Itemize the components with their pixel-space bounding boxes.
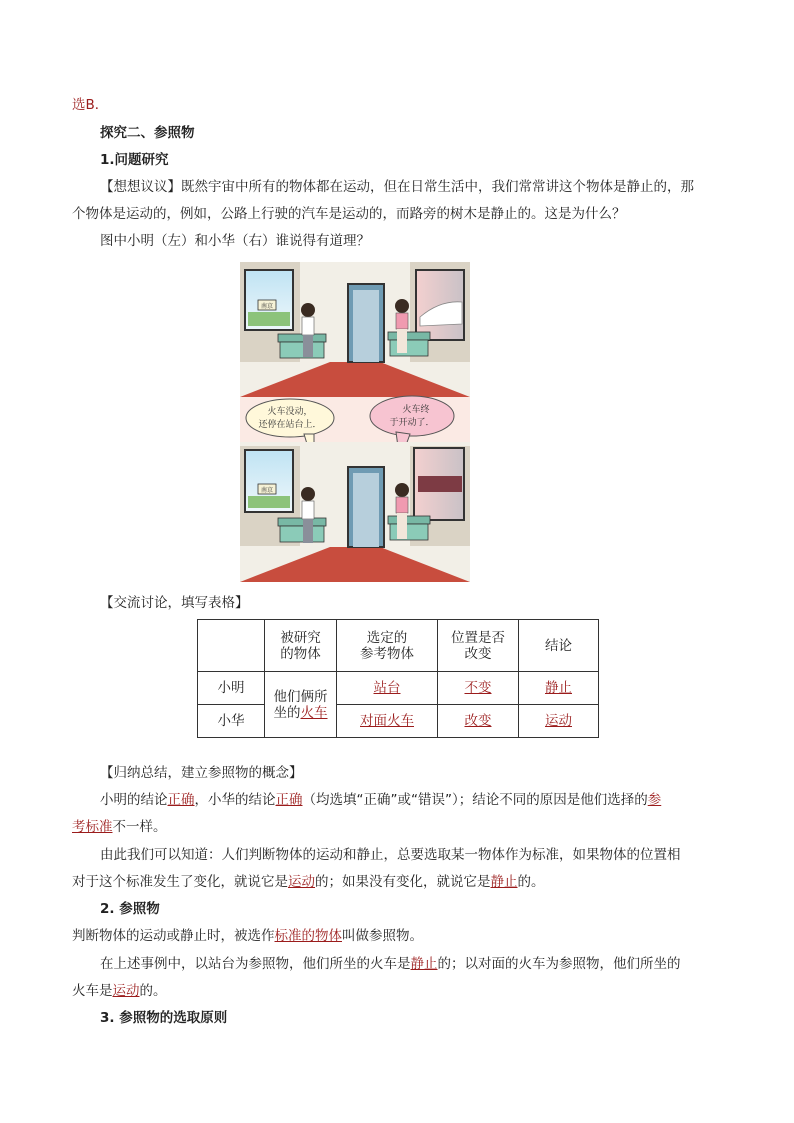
right-bubble-text-2: 于开动了．	[389, 418, 435, 428]
section-heading: 探究二、参照物	[100, 125, 195, 141]
row2-conclusion: 运动	[519, 705, 599, 738]
right-bubble-text-1: 火车终	[402, 405, 430, 415]
station-sign-top: 南京	[260, 303, 274, 310]
subheading-selection-principle: 3. 参照物的选取原则	[100, 1010, 228, 1026]
left-bubble-text-2: 还停在站台上．	[258, 420, 322, 430]
discussion-paragraph-line-1: 【想想议议】既然宇宙中所有的物体都在运动，但在日常生活中，我们常常讲这个物体是静止的，那	[100, 179, 694, 195]
example-line-1: 在上述事例中，以站台为参照物，他们所坐的火车是静止的；以对面的火车为参照物，他们所坐的	[100, 956, 681, 972]
summary-line-1: 小明的结论正确，小华的结论正确（均选填“正确”或“错误”）；结论不同的原因是他们选择的参	[100, 792, 662, 808]
row1-position: 不变	[438, 672, 519, 705]
boy-head-icon	[301, 303, 315, 317]
figure-question: 图中小明（左）和小华（右）谁说得有道理？	[100, 233, 370, 249]
header-object: 被研究 的物体	[265, 620, 337, 672]
subheading-reference-object: 2. 参照物	[100, 901, 160, 917]
top-panel	[240, 262, 470, 397]
studied-object-cell: 他们俩所 坐的火车	[265, 672, 337, 738]
header-conclusion: 结论	[519, 620, 599, 672]
table-instruction: 【交流讨论，填写表格】	[100, 595, 249, 611]
moving-train-icon	[418, 476, 462, 492]
example-line-2: 火车是运动的。	[72, 983, 167, 999]
table-corner-cell	[198, 620, 265, 672]
row2-reference: 对面火车	[337, 705, 438, 738]
header-position: 位置是否 改变	[438, 620, 519, 672]
row2-position: 改变	[438, 705, 519, 738]
answer-line: 选B．	[72, 97, 109, 113]
row1-conclusion: 静止	[519, 672, 599, 705]
bottom-panel	[240, 442, 470, 582]
row-name-xiaoming: 小明	[198, 672, 265, 705]
summary-line-2: 考标准不一样。	[72, 819, 167, 835]
discussion-paragraph-line-2: 个物体是运动的，例如，公路上行驶的汽车是运动的，而路旁的树木是静止的。这是为什么？	[72, 206, 626, 222]
subheading-problem-study: 1.问题研究	[100, 152, 169, 168]
summary-heading: 【归纳总结，建立参照物的概念】	[100, 765, 303, 781]
conclusion-line-2: 对于这个标准发生了变化，就说它是运动的；如果没有变化，就说它是静止的。	[72, 874, 545, 890]
header-reference: 选定的 参考物体	[337, 620, 438, 672]
row-name-xiaohua: 小华	[198, 705, 265, 738]
conclusion-line-1: 由此我们可以知道：人们判断物体的运动和静止，总要选取某一物体作为标准，如果物体的位置相	[100, 847, 681, 863]
reference-table	[197, 619, 599, 738]
station-sign-bottom: 南京	[260, 487, 274, 494]
definition-line: 判断物体的运动或静止时，被选作标准的物体叫做参照物。	[72, 928, 423, 944]
row1-reference: 站台	[337, 672, 438, 705]
left-bubble-text-1: 火车没动，	[267, 407, 313, 417]
train-illustration	[240, 262, 470, 582]
girl-head-icon	[395, 299, 409, 313]
